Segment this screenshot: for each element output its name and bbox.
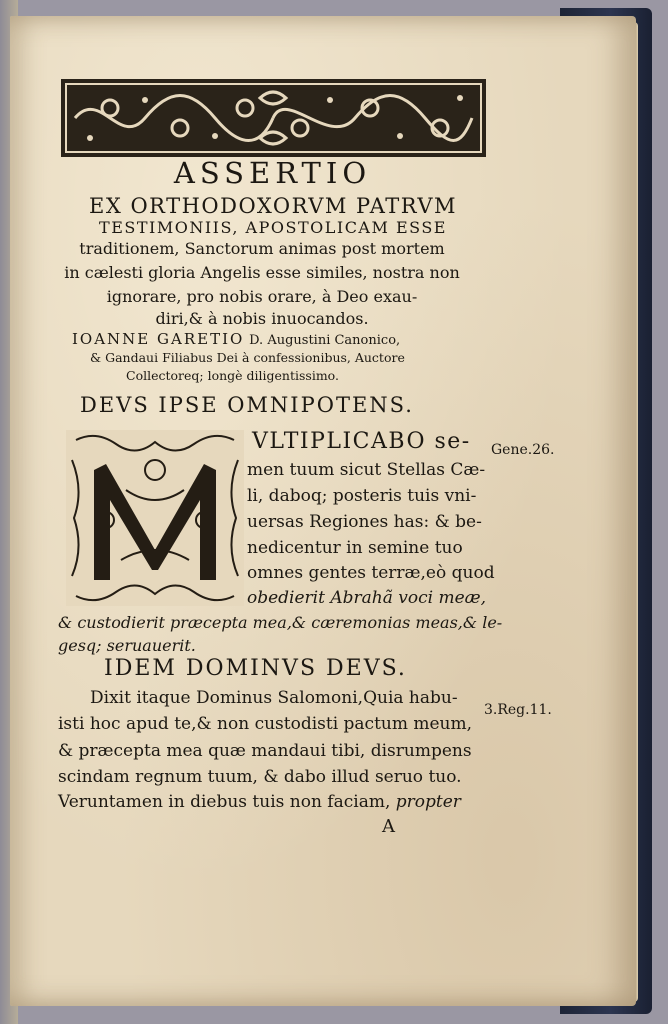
subtitle-line-4: diri,& à nobis inuocandos. [155, 309, 369, 328]
subtitle-line-2: in cælesti gloria Angelis esse similes, nostra non [64, 263, 460, 282]
section-2-heading: IDEM DOMINVS DEVS. [104, 656, 407, 681]
section-1-line-1: VLTIPLICABO se- [252, 429, 471, 454]
section-1-line-8: & custodierit præcepta mea,& cæremonias meas,& le- [58, 613, 503, 632]
subtitle-line-1: traditionem, Sanctorum animas post mortem [79, 239, 445, 258]
title-line-2: EX ORTHODOXORVM PATRVM [89, 194, 457, 218]
subtitle-line-3: ignorare, pro nobis orare, à Deo exau- [106, 287, 418, 306]
section-2-line-2: isti hoc apud te,& non custodisti pactum meum, [58, 714, 473, 734]
section-2-line-5-italic: propter [395, 792, 461, 812]
section-2-line-5 [58, 792, 461, 812]
author-line-1 [72, 330, 400, 348]
section-1-line-3: li, daboq; posteris tuis vni- [247, 486, 477, 506]
margin-reference-kings: 3.Reg.11. [484, 702, 552, 718]
decorative-headpiece [60, 78, 487, 158]
author-line-2: & Gandaui Filiabus Dei à confessionibus, Auctore [90, 350, 405, 365]
title-line-1: ASSERTIO [173, 156, 372, 190]
section-1-heading: DEVS IPSE OMNIPOTENS. [80, 393, 414, 417]
signature-mark: A [382, 816, 395, 837]
margin-reference-genesis: Gene.26. [491, 442, 555, 458]
section-1-line-7: obedierit Abrahã voci meæ, [247, 588, 487, 608]
section-2-line-3: & præcepta mea quæ mandaui tibi, disrumpens [58, 741, 472, 761]
section-1-line-5: nedicentur in semine tuo [247, 538, 463, 558]
title-line-3: TESTIMONIIS, APOSTOLICAM ESSE [99, 218, 447, 237]
ornamental-initial [66, 430, 244, 606]
section-2-line-1: Dixit itaque Dominus Salomoni,Quia habu- [90, 688, 458, 708]
section-2-line-5-roman: Veruntamen in diebus tuis non faciam, [58, 792, 391, 812]
section-1-line-2: men tuum sicut Stellas Cæ- [247, 460, 486, 480]
section-1-line-6: omnes gentes terræ,eò quod [247, 563, 495, 583]
author-name: IOANNE GARETIO [72, 330, 245, 348]
section-1-line-9: gesq; seruauerit. [58, 636, 196, 655]
author-line-3: Collectoreq; longè diligentissimo. [126, 368, 339, 383]
section-1-line-4: uersas Regiones has: & be- [247, 512, 482, 532]
section-2-line-4: scindam regnum tuum, & dabo illud seruo tuo. [58, 767, 462, 787]
author-title: D. Augustini Canonico, [249, 333, 401, 348]
